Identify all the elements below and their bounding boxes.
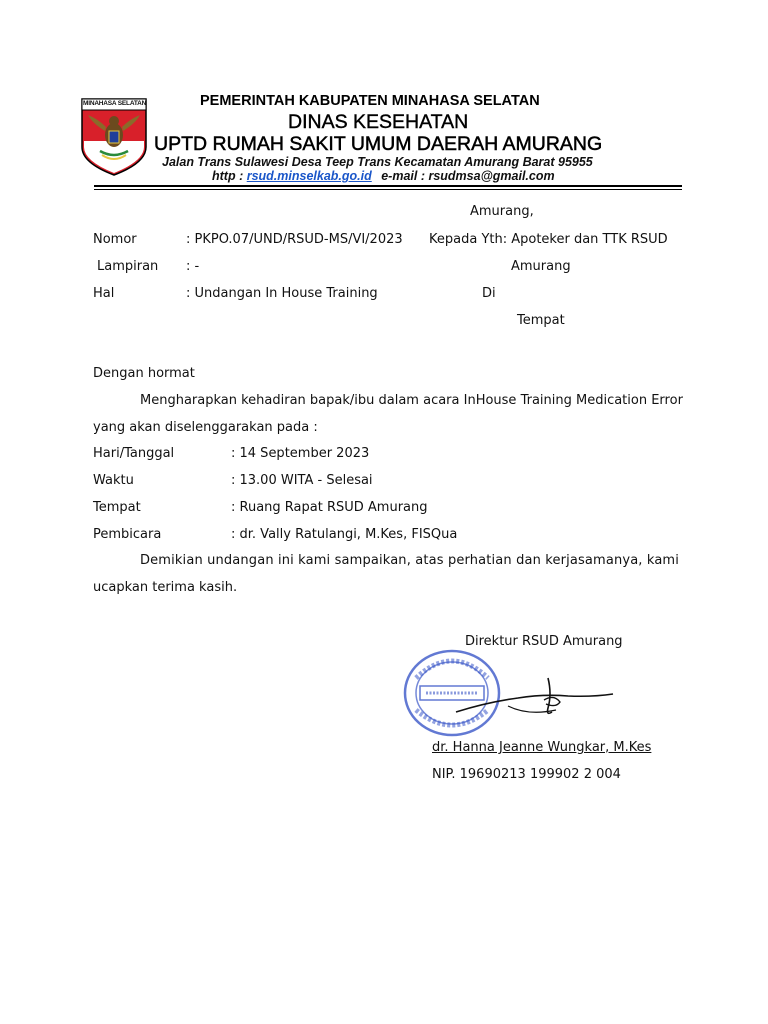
letterhead-divider-thick [94,185,682,187]
nomor-label: Nomor [93,232,137,247]
closing-line-2: ucapkan terima kasih. [93,580,238,595]
detail-label-time: Waktu [93,473,134,488]
handwritten-signature [448,672,618,732]
hal-value: : Undangan In House Training [186,286,378,301]
letterhead-hospital: UPTD RUMAH SAKIT UMUM DAERAH AMURANG [154,133,603,155]
recipient-line-4: Tempat [517,313,565,328]
detail-value-time: : 13.00 WITA - Selesai [231,473,373,488]
intro-line-1: Mengharapkan kehadiran bapak/ibu dalam acara InHouse Training Medication Error [140,393,683,408]
emblem-label: MINAHASA SELATAN [83,100,147,107]
signatory-name: dr. Hanna Jeanne Wungkar, M.Kes [432,740,652,755]
detail-label-speaker: Pembicara [93,527,162,542]
lampiran-label: Lampiran [97,259,159,274]
website-link[interactable]: rsud.minselkab.go.id [246,169,372,183]
hal-label: Hal [93,286,115,301]
emblem-shield-icon [80,97,148,177]
signatory-nip: NIP. 19690213 199902 2 004 [432,767,621,782]
signatory-title: Direktur RSUD Amurang [465,634,623,649]
letterhead-divider-thin [94,189,682,190]
greeting: Dengan hormat [93,366,195,381]
detail-label-date: Hari/Tanggal [93,446,175,461]
signature-scribble-icon [448,672,618,732]
recipient-line-3: Di [482,286,496,301]
recipient-line-1: Kepada Yth: Apoteker dan TTK RSUD [429,232,668,247]
recipient-line-2: Amurang [511,259,571,274]
intro-line-2: yang akan diselenggarakan pada : [93,420,318,435]
regency-emblem [80,97,148,177]
http-label: http : [212,169,244,183]
letterhead-address: Jalan Trans Sulawesi Desa Teep Trans Kecamatan Amurang Barat 95955 [162,155,593,169]
letterhead-contact [212,169,555,183]
letterhead-government: PEMERINTAH KABUPATEN MINAHASA SELATAN [200,93,540,109]
detail-value-date: : 14 September 2023 [231,446,370,461]
nomor-value: : PKPO.07/UND/RSUD-MS/VI/2023 [186,232,403,247]
email-text: e-mail : rsudmsa@gmail.com [381,169,555,183]
place-date: Amurang, [470,204,534,219]
detail-value-speaker: : dr. Vally Ratulangi, M.Kes, FISQua [231,527,458,542]
letterhead-department: DINAS KESEHATAN [288,111,469,133]
closing-line-1: Demikian undangan ini kami sampaikan, atas perhatian dan kerjasamanya, kami [140,553,680,568]
detail-label-place: Tempat [93,500,141,515]
detail-value-place: : Ruang Rapat RSUD Amurang [231,500,428,515]
lampiran-value: : - [186,259,200,274]
